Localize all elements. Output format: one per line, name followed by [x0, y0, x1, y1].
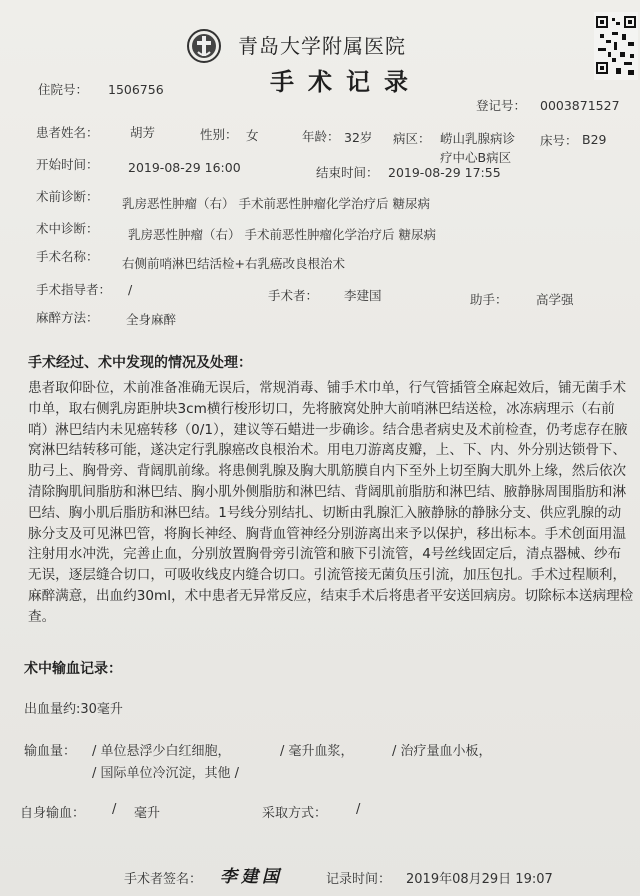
anesthesia-label: 麻醉方法： — [36, 310, 99, 325]
sex-value: 女 — [246, 128, 259, 143]
transfusion-label: 输血量： — [24, 744, 77, 759]
guide-value: / — [128, 282, 133, 297]
age-label: 年龄： — [302, 129, 340, 144]
admission-no: 1506756 — [108, 82, 164, 97]
record-time-label: 记录时间： — [326, 872, 392, 887]
qr-code-icon — [594, 12, 638, 80]
patient-name-label: 患者姓名： — [36, 125, 99, 140]
record-time: 2019年08月29日 19:07 — [406, 872, 553, 887]
procedure-text: 患者取仰卧位，术前准备准确无误后，常规消毒、铺手术巾单，行气管插管全麻起效后，铺无菌手术巾单，取右侧乳房距肿块3cm横行梭形切口，先将腋窝处肿大前哨淋巴结送检，冰冻病理示（右前哨）淋巴结内未见癌转移（0/1），建议等石蜡进一步确诊。结合患者病史及术前检查，仍考虑存在腋窝淋巴结转移可能，遂决定行乳腺癌改良根治术。用电刀游离皮瓣，上、下、内、外分别达锁骨下、肋弓上、胸骨旁、背阔肌前缘。将患侧乳腺及胸大肌筋膜自内下至外上切至胸大肌外上缘，然后依次清除胸肌间脂肪和淋巴结、胸小肌外侧脂肪和淋巴结、背阔肌前脂肪和淋巴结、腋静脉周围脂肪和淋巴结、胸小肌后脂肪和淋巴结。1号线分别结扎、切断由乳腺汇入腋静脉的静脉分支、供应乳腺的动脉分支及可见淋巴管，将胸长神经、胸背血管神经分别游离出来予以保护，移出标本。手术创面用温注射用水冲洗，完善止血，分别放置胸骨旁引流管和腋下引流管，4号丝线固定后，清点器械、纱布无误，逐层缝合切口，可吸收线皮内缝合切口。引流管接无菌负压引流，加压包扎。手术过程顺利，麻醉满意，出血约30ml，术中患者无异常反应，结束手术后将患者平安送回病房。切除标本送病理检查。 — [28, 380, 634, 625]
bed-value: B29 — [582, 132, 607, 147]
sex-label: 性别： — [200, 127, 238, 142]
method-value: / — [356, 802, 361, 817]
intra-diagnosis-label: 术中诊断： — [36, 221, 99, 236]
sign-label: 手术者签名： — [124, 872, 203, 887]
bed-label: 床号： — [540, 133, 578, 148]
end-time-label: 结束时间： — [316, 165, 379, 180]
guide-label: 手术指导者： — [36, 282, 112, 297]
surgeon-value: 李建国 — [344, 288, 382, 303]
pre-diagnosis: 乳房恶性肿瘤（右） 手术前恶性肿瘤化学治疗后 糖尿病 — [122, 196, 430, 211]
assistant-value: 高学强 — [536, 292, 574, 307]
hospital-name: 青岛大学附属医院 — [238, 34, 406, 58]
auto-transfusion-label: 自身输血： — [20, 806, 86, 821]
surgery-name-label: 手术名称： — [36, 249, 99, 264]
hospital-crest-icon — [186, 28, 222, 64]
intra-diagnosis: 乳房恶性肿瘤（右） 手术前恶性肿瘤化学治疗后 糖尿病 — [128, 227, 436, 242]
surgery-name: 右侧前哨淋巴结活检+右乳癌改良根治术 — [122, 256, 345, 271]
blood-loss: 出血量约:30毫升 — [24, 702, 123, 717]
register-no: 0003871527 — [540, 98, 620, 113]
cryo-value: / 国际单位冷沉淀，其他 / — [92, 766, 240, 781]
surgeon-label: 手术者： — [268, 288, 319, 303]
assistant-label: 助手： — [470, 292, 508, 307]
admission-no-label: 住院号： — [38, 82, 89, 97]
ward-label: 病区： — [393, 131, 431, 146]
ward-value-line1: 崂山乳腺病诊 — [440, 131, 516, 146]
patient-name: 胡芳 — [130, 125, 156, 140]
anesthesia-value: 全身麻醉 — [126, 312, 177, 327]
transfusion-title: 术中输血记录： — [24, 661, 122, 677]
plasma-value: / 毫升血浆， — [280, 744, 354, 759]
surgeon-signature: 李建国 — [220, 867, 283, 887]
pre-diagnosis-label: 术前诊断： — [36, 189, 99, 204]
form-title: 手术记录 — [270, 68, 422, 96]
register-no-label: 登记号： — [476, 98, 527, 113]
start-time-label: 开始时间： — [36, 157, 99, 172]
start-time: 2019-08-29 16:00 — [128, 160, 241, 175]
end-time: 2019-08-29 17:55 — [388, 165, 501, 180]
method-label: 采取方式： — [262, 806, 328, 821]
ward-value-line2: 疗中心B病区 — [440, 150, 512, 165]
age-value: 32岁 — [344, 130, 373, 145]
auto-transfusion-value: / — [112, 802, 117, 817]
procedure-title: 手术经过、术中发现的情况及处理： — [28, 355, 252, 371]
auto-transfusion-unit: 毫升 — [134, 806, 161, 821]
rbc-value: / 单位悬浮少白红细胞， — [92, 744, 231, 759]
platelets-value: / 治疗量血小板， — [392, 744, 492, 759]
